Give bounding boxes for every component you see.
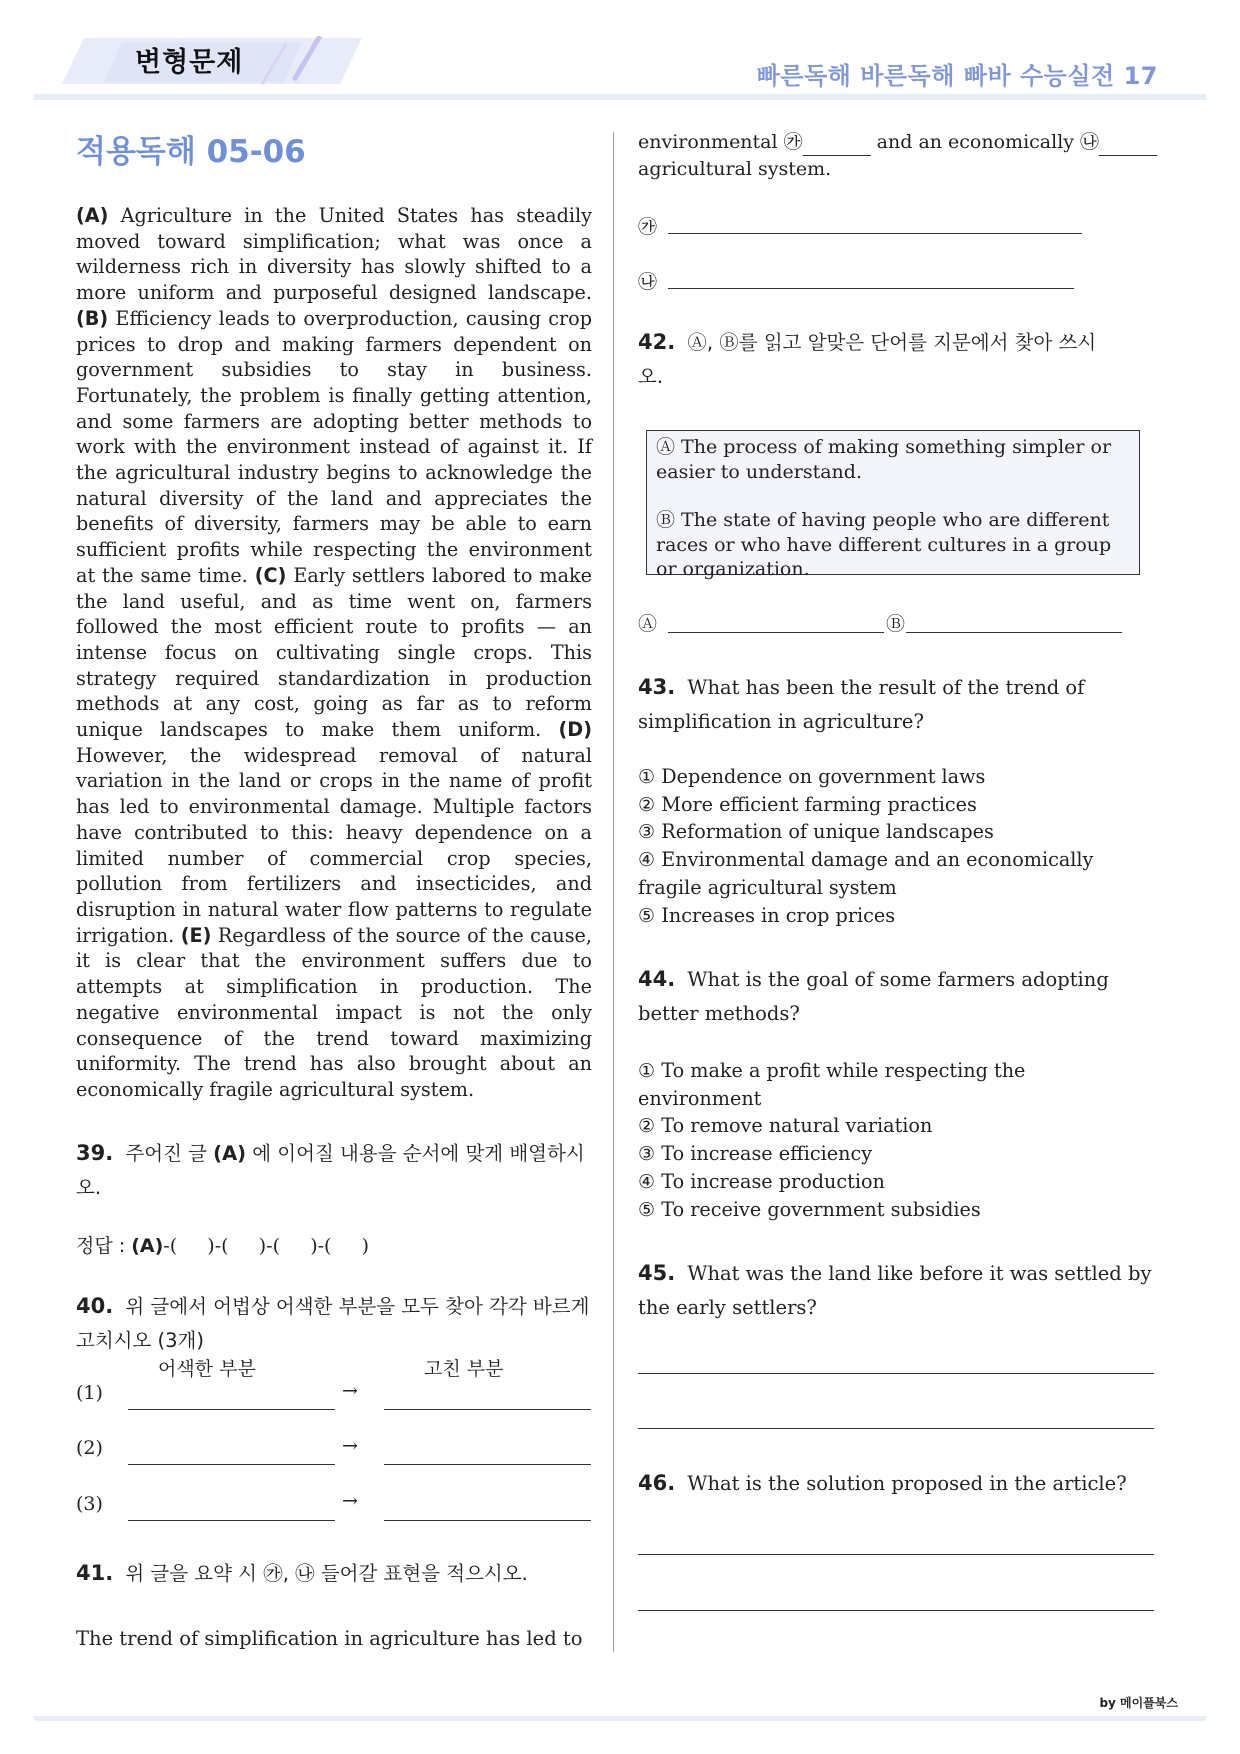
option-4[interactable]: ④ Environmental damage and an economically fragile agricultural system	[638, 848, 1094, 899]
passage-paragraph-a: Agriculture in the United States has steadily moved toward simplification; what was once a wilderness rich in diversity has slowly shifted to a more uniform and purposeful designed landscape.	[76, 204, 592, 305]
reading-passage	[76, 203, 592, 1103]
answer-label-ga: ㉮	[638, 216, 658, 238]
answer-field-b[interactable]	[906, 632, 1122, 633]
passage-paragraph-e: Regardless of the source of the cause, it is clear that the environment suffers due to attempts at simplification in production. The negative environmental impact is not the only consequence of the trend toward maximizing uniformity. The trend has also brought about an economically fragile agricultural system.	[76, 923, 593, 1101]
question-42: 42. Ⓐ, Ⓑ를 읽고 알맞은 단어를 지문에서 찾아 쓰시오.	[638, 330, 1097, 388]
section-title: 적용독해 05-06	[76, 134, 306, 170]
wrong-part-field-3[interactable]	[128, 1520, 335, 1521]
answer-field-na[interactable]	[668, 288, 1074, 289]
correction-row-1: (1)	[76, 1382, 103, 1404]
blank-ga-inline[interactable]	[803, 128, 871, 156]
passage-label-e: (E)	[180, 923, 212, 947]
answer-line-46-2[interactable]	[638, 1610, 1154, 1611]
option-1[interactable]: ① Dependence on government laws	[638, 765, 986, 788]
option-4[interactable]: ④ To increase production	[638, 1169, 885, 1193]
blank-na-inline[interactable]	[1099, 128, 1157, 156]
definition-a: Ⓐ The process of making something simpler or easier to understand.	[656, 436, 1112, 483]
correction-row-3: (3)	[76, 1493, 103, 1515]
definition-box	[646, 430, 1140, 580]
passage-label-a: (A)	[76, 204, 109, 227]
options-43	[638, 763, 1158, 929]
answer-label-b: Ⓑ	[886, 613, 906, 635]
column-divider	[613, 132, 614, 1652]
header-rule	[34, 94, 1206, 100]
option-5[interactable]: ⑤ Increases in crop prices	[638, 903, 896, 927]
question-number: 44.	[638, 967, 676, 991]
header-badge: 변형문제	[135, 47, 244, 78]
wrong-part-field-1[interactable]	[128, 1409, 335, 1410]
arrow-2: →	[342, 1435, 358, 1457]
answer-line-46-1[interactable]	[638, 1554, 1154, 1555]
question-46: 46. What is the solution proposed in the article?	[638, 1471, 1127, 1495]
passage-label-c: (C)	[254, 563, 287, 587]
column-header-wrong: 어색한 부분	[158, 1358, 256, 1380]
column-header-fixed: 고친 부분	[424, 1358, 504, 1380]
fixed-part-field-1[interactable]	[384, 1409, 591, 1410]
question-number: 45.	[638, 1261, 676, 1285]
summary-sentence-continued: environmental ㉮ and an economically ㉯ agricultural system.	[638, 128, 1158, 183]
correction-row-2: (2)	[76, 1437, 103, 1459]
question-40: 40. 위 글에서 어법상 어색한 부분을 모두 찾아 각각 바르게 고치시오 (3개)	[76, 1294, 590, 1352]
option-1[interactable]: ① To make a profit while respecting the environment	[638, 1059, 1026, 1110]
option-5[interactable]: ⑤ To receive government subsidies	[638, 1197, 981, 1221]
question-45: 45. What was the land like before it was settled by the early settlers?	[638, 1261, 1152, 1319]
question-number: 39.	[76, 1141, 114, 1165]
arrow-3: →	[342, 1490, 358, 1512]
footer-credit: by 메이플북스	[1099, 1696, 1178, 1710]
question-41: 41. 위 글을 요약 시 ㉮, ㉯ 들어갈 표현을 적으시오.	[76, 1561, 528, 1585]
question-43: 43. What has been the result of the trend of simplification in agriculture?	[638, 675, 1085, 733]
answer-label-na: ㉯	[638, 271, 658, 293]
answer-field-a[interactable]	[668, 632, 884, 633]
answer-line-45-1[interactable]	[638, 1373, 1154, 1374]
passage-paragraph-c: Early settlers labored to make the land useful, and as time went on, farmers followed the most efficient route to profits — an intense focus on cultivating single crops. This strategy required standardization in production methods at any cost, going as far as to reform unique landscapes to make them uniform.	[76, 563, 592, 742]
fixed-part-field-3[interactable]	[384, 1520, 591, 1521]
passage-paragraph-b: Efficiency leads to overproduction, causing crop prices to drop and making farmers dependent on government subsidies to stay in business. Fortunately, the problem is finally getting attention, and some farmers are adopting better methods to work with the environment instead of against it. If the agricultural industry begins to acknowledge the natural diversity of the land and appreciates the benefits of diversity, farmers may be able to earn sufficient profits while respecting the environment at the same time.	[76, 306, 592, 587]
option-3[interactable]: ③ Reformation of unique landscapes	[638, 820, 994, 844]
footer-rule	[34, 1716, 1206, 1721]
question-number: 40.	[76, 1294, 114, 1318]
option-2[interactable]: ② To remove natural variation	[638, 1114, 933, 1138]
question-number: 42.	[638, 330, 676, 354]
passage-paragraph-d: However, the widespread removal of natural variation in the land or crops in the name of profit has led to environmental damage. Multiple factors have contributed to this: heavy dependence on a limited number of commercial crop species, pollution from fertilizers and insecticides, and disruption in natural water flow patterns to regulate irrigation.	[76, 743, 592, 947]
question-44: 44. What is the goal of some farmers adopting better methods?	[638, 967, 1109, 1025]
header-series-title: 빠른독해 바른독해 빠바 수능실전 17	[756, 62, 1158, 90]
question-39-answer[interactable]: 정답 : (A)-( )-( )-( )-( )	[76, 1235, 370, 1257]
definition-b: Ⓑ The state of having people who are different races or who have different cultures in a group or organization.	[656, 509, 1112, 580]
passage-label-d: (D)	[558, 718, 592, 742]
question-number: 43.	[638, 675, 676, 699]
arrow-1: →	[342, 1380, 358, 1402]
question-39: 39. 주어진 글 (A) 에 이어질 내용을 순서에 맞게 배열하시오.	[76, 1141, 585, 1199]
option-3[interactable]: ③ To increase efficiency	[638, 1142, 873, 1166]
question-number: 46.	[638, 1471, 676, 1495]
passage-label-b: (B)	[76, 306, 109, 330]
summary-sentence-start: The trend of simplification in agriculture has led to	[76, 1627, 583, 1650]
option-2[interactable]: ② More efficient farming practices	[638, 792, 977, 816]
question-number: 41.	[76, 1561, 114, 1585]
answer-line-45-2[interactable]	[638, 1428, 1154, 1429]
answer-field-ga[interactable]	[668, 233, 1082, 234]
publisher-name: 메이플북스	[1120, 1696, 1178, 1710]
wrong-part-field-2[interactable]	[128, 1464, 335, 1465]
answer-label-a: Ⓐ	[638, 613, 658, 635]
options-44	[638, 1057, 1058, 1223]
fixed-part-field-2[interactable]	[384, 1464, 591, 1465]
